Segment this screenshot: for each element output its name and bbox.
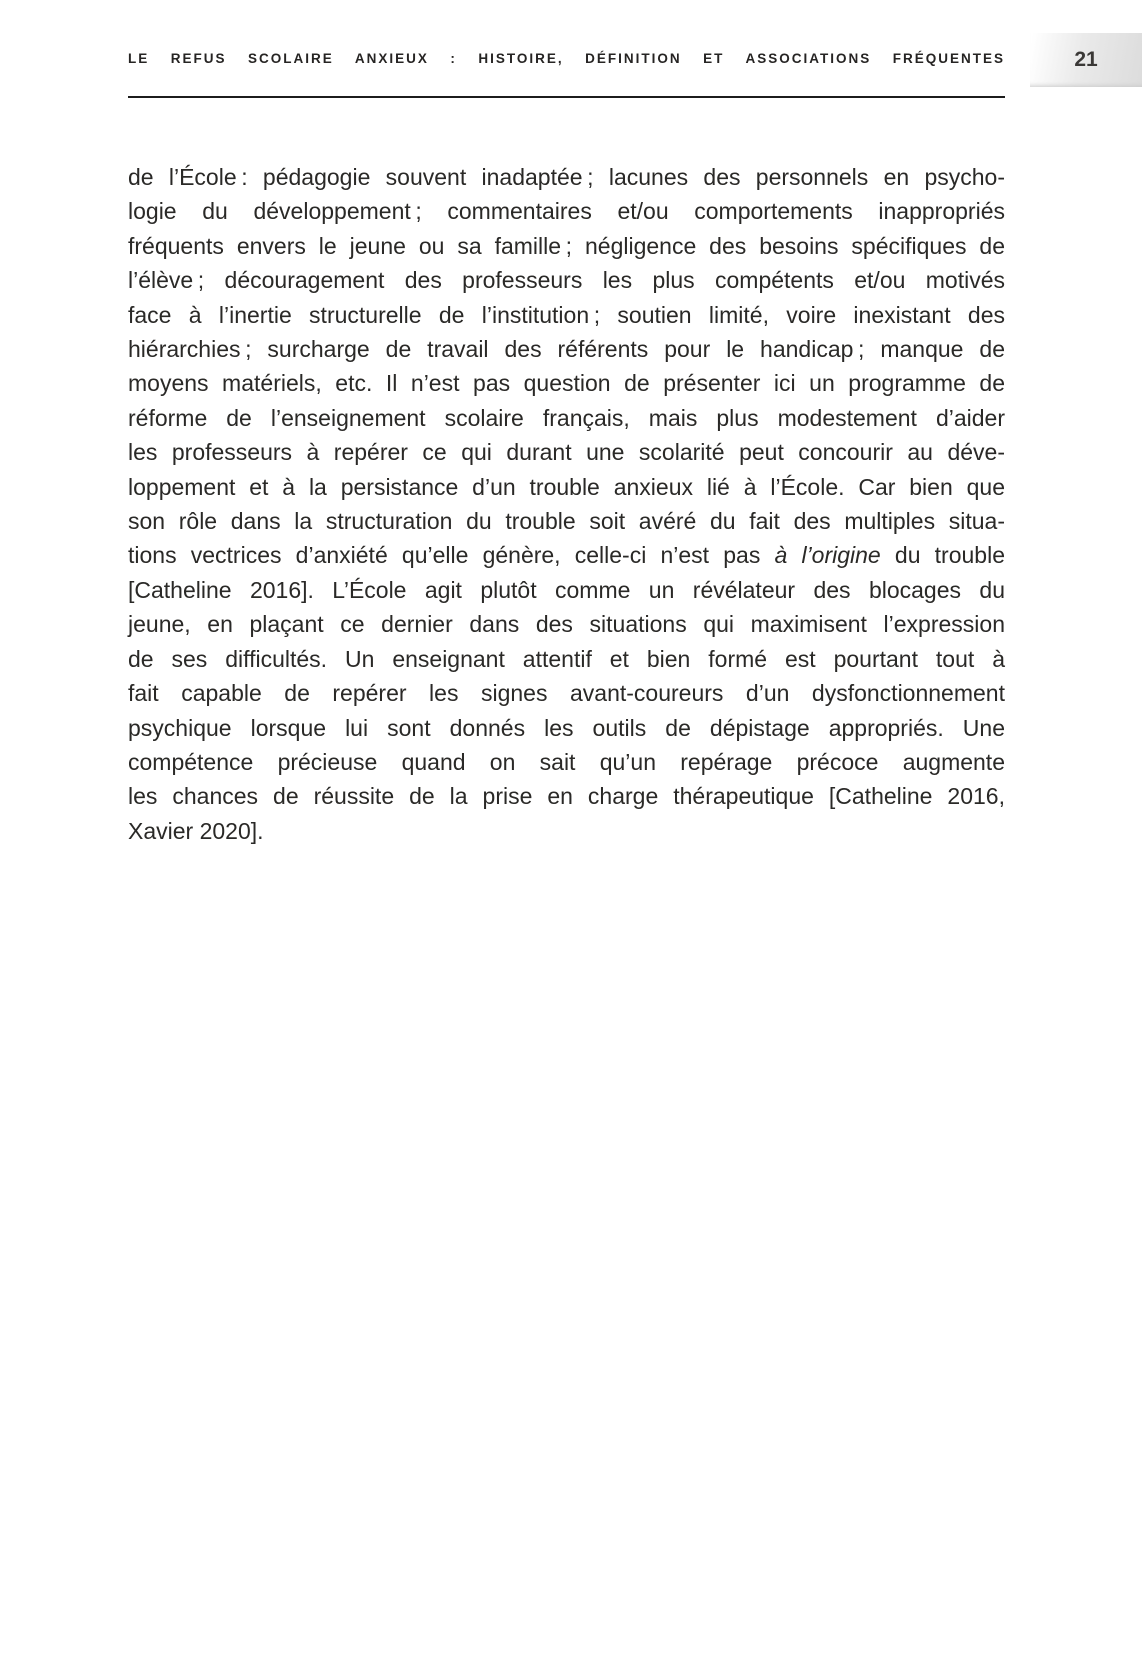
text-line: les professeurs à repérer ce qui durant une scolarité peut concourir au déve- (128, 439, 1005, 466)
text-line: l’élève ; découragement des professeurs les plus compétents et/ou motivés (128, 267, 1005, 294)
page-number-badge (1030, 33, 1142, 87)
text-line: jeune, en plaçant ce dernier dans des situations qui maximisent l’expression (128, 611, 1005, 638)
page-number: 21 (1074, 48, 1098, 71)
running-header-title: LE REFUS SCOLAIRE ANXIEUX : HISTOIRE, DÉFINITION ET ASSOCIATIONS FRÉQUENTES (128, 51, 1005, 66)
text-line: compétence précieuse quand on sait qu’un repérage précoce augmente (128, 748, 1005, 775)
text-line: psychique lorsque lui sont donnés les outils de dépistage appropriés. Une (128, 714, 1005, 741)
emphasis-text: à l’origine (774, 542, 881, 569)
text-line: hiérarchies ; surcharge de travail des référents pour le handicap ; manque de (128, 336, 1005, 363)
text-line: tions vectrices d’anxiété qu’elle génère, celle-ci n’est pas à l’origine du trouble (128, 542, 1005, 569)
text-line: loppement et à la persistance d’un trouble anxieux lié à l’École. Car bien que (128, 473, 1005, 500)
text-line: les chances de réussite de la prise en charge thérapeutique [Catheline 2016, (128, 783, 1005, 810)
body-paragraph (128, 160, 1005, 848)
text-line: de l’École : pédagogie souvent inadaptée ; lacunes des personnels en psycho- (128, 164, 1005, 190)
text-line: moyens matériels, etc. Il n’est pas question de présenter ici un programme de (128, 370, 1005, 397)
text-line: Xavier 2020]. (128, 817, 264, 844)
text-line: fréquents envers le jeune ou sa famille ; négligence des besoins spécifiques de (128, 232, 1005, 259)
page-content (128, 50, 1005, 848)
text-line: logie du développement ; commentaires et/ou comportements inappropriés (128, 198, 1005, 225)
header-rule (128, 96, 1005, 98)
text-line: face à l’inertie structurelle de l’institution ; soutien limité, voire inexistant des (128, 301, 1005, 328)
text-line: son rôle dans la structuration du trouble soit avéré du fait des multiples situa- (128, 508, 1005, 535)
text-line: fait capable de repérer les signes avant-coureurs d’un dysfonctionnement (128, 680, 1005, 707)
text-line: de ses difficultés. Un enseignant attentif et bien formé est pourtant tout à (128, 645, 1005, 672)
text-line: réforme de l’enseignement scolaire français, mais plus modestement d’aider (128, 404, 1005, 431)
text-line: [Catheline 2016]. L’École agit plutôt comme un révélateur des blocages du (128, 576, 1005, 603)
